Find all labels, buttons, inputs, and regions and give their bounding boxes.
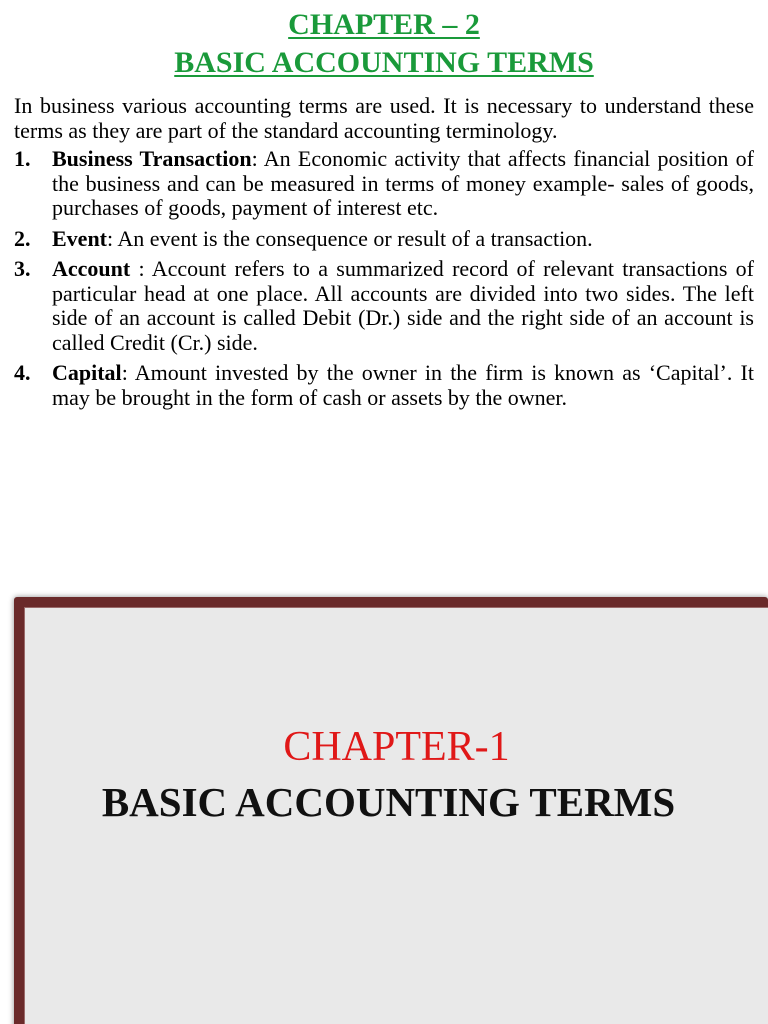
term-separator: :: [107, 225, 118, 251]
term-name: Capital: [52, 360, 122, 385]
document-title: BASIC ACCOUNTING TERMS: [174, 46, 594, 79]
intro-paragraph: In business various accounting terms are used. It is necessary to understand these terms as they are part of the standard accounting terminology.: [14, 93, 754, 143]
list-item: [14, 147, 754, 221]
term-name: Account: [52, 256, 131, 281]
chapter-heading: CHAPTER – 2: [288, 8, 480, 41]
term-definition: Amount invested by the owner in the firm is known as ‘Capital’. It may be brought in the form of cash or assets by the owner.: [52, 360, 754, 410]
term-body: [52, 257, 754, 355]
term-body: [52, 227, 754, 252]
term-body: [52, 361, 754, 410]
term-separator: :: [121, 360, 135, 385]
term-separator: :: [251, 146, 264, 171]
term-number: 3.: [14, 256, 31, 281]
term-name: Event: [52, 225, 107, 251]
term-definition: An Economic activity that affects financial position of the business and can be measured in terms of money example- sales of goods, purchases of goods, payment of interest etc.: [52, 146, 754, 220]
list-item: [14, 361, 754, 410]
term-number: 4.: [14, 360, 31, 385]
term-number: 2.: [14, 225, 31, 251]
terms-list: [14, 147, 754, 410]
list-item: [14, 227, 754, 252]
slide-thumbnail[interactable]: [14, 597, 768, 1024]
term-definition: An event is the consequence or result of a transaction.: [117, 225, 593, 251]
list-item: [14, 257, 754, 355]
slide-canvas: [24, 607, 768, 1024]
term-definition: Account refers to a summarized record of relevant transactions of particular head at one place. All accounts are divided into two sides. The left side of an account is called Debit (Dr.) side and the right side of an account is called Credit (Cr.) side.: [52, 256, 754, 355]
term-separator: :: [130, 256, 152, 281]
slide-chapter-label: CHAPTER-1: [283, 724, 510, 770]
slide-title: BASIC ACCOUNTING TERMS: [101, 779, 676, 825]
term-name: Business Transaction: [52, 146, 252, 171]
term-number: 1.: [14, 146, 31, 171]
term-body: [52, 147, 754, 221]
